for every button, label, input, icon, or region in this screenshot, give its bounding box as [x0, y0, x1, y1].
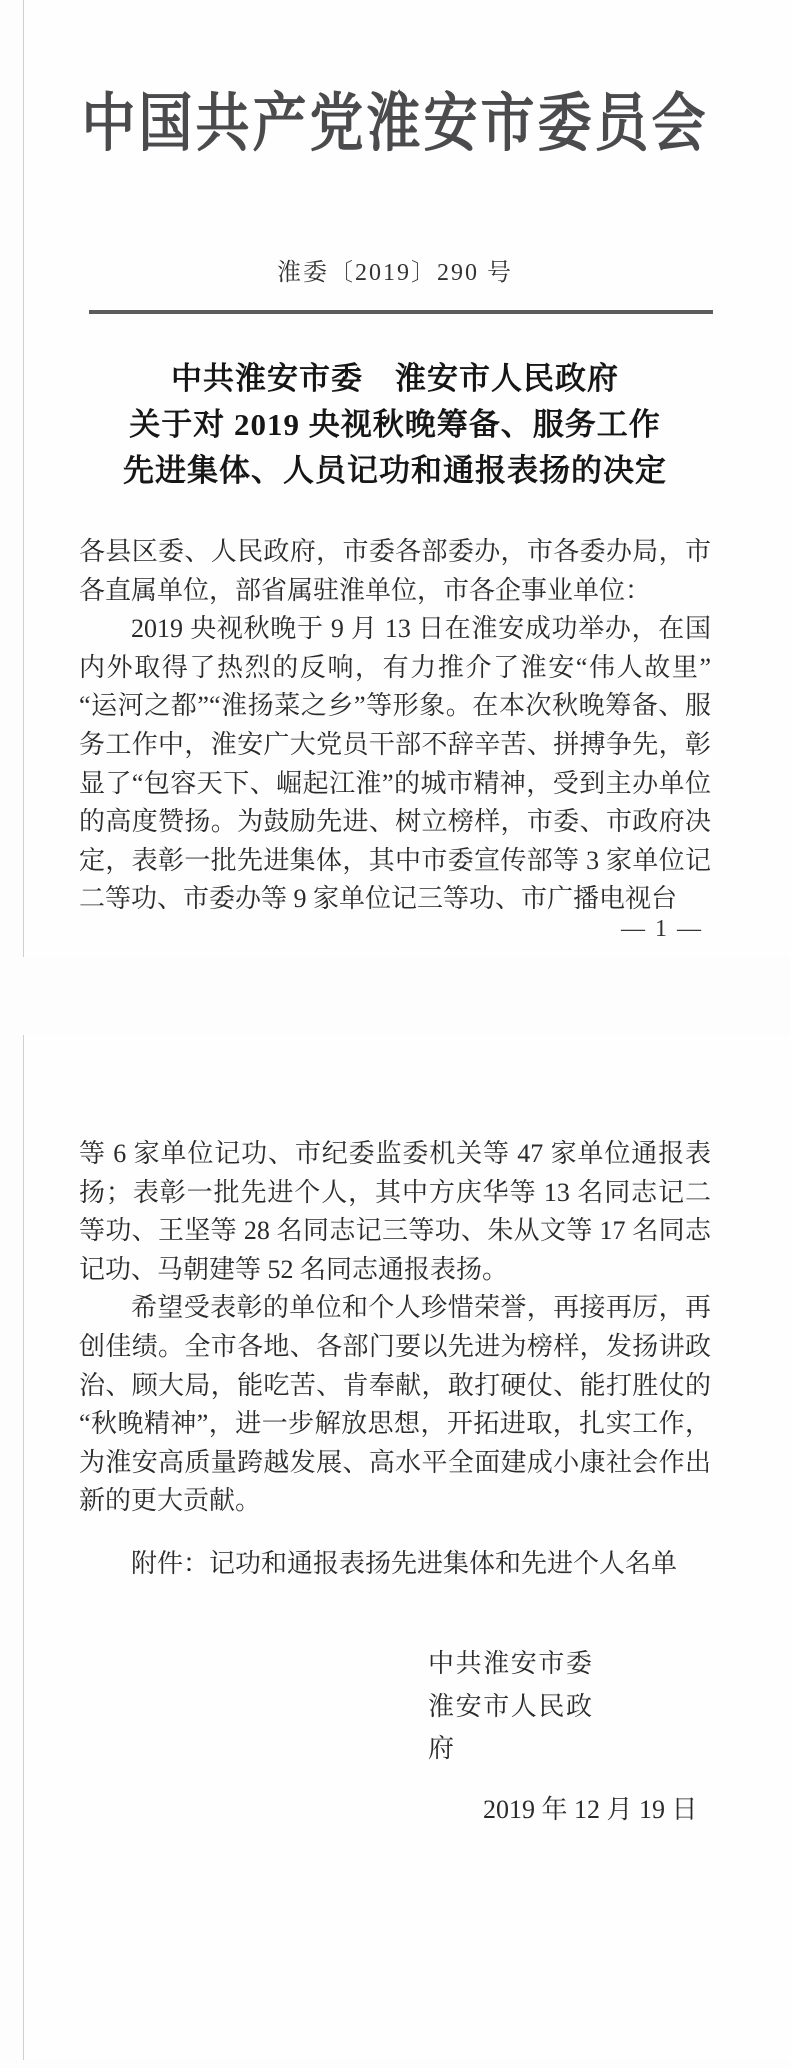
signature-date: 2019 年 12 月 19 日 [483, 1794, 698, 1824]
page-number: — 1 — [621, 916, 703, 942]
signature-party-committee: 中共淮安市委 [428, 1649, 592, 1678]
doc-title-line-3: 先进集体、人员记功和通报表扬的决定 [123, 453, 667, 488]
doc-title-line-2: 关于对 2019 央视秋晚筹备、服务工作 [129, 407, 661, 442]
page-1 [23, 0, 791, 957]
page-2 [23, 1035, 791, 2060]
signature-municipal-government: 淮安市人民政府 [428, 1691, 592, 1763]
signature-block [428, 1643, 698, 1826]
header-separator-line [89, 310, 713, 314]
salutation-line: 各县区委、人民政府，市委各部委办，市各委办局，市各直属单位，部省属驻淮单位，市各企事业单位： [79, 537, 711, 605]
paragraph-1: 2019 央视秋晚于 9 月 13 日在淮安成功举办，在国内外取得了热烈的反响，有力推介了淮安“伟人故里”“运河之都”“淮扬菜之乡”等形象。在本次秋晚筹备、服务工作中，淮安广大党员干部不辞辛苦、拼搏争先，彰显了“包容天下、崛起江淮”的城市精神，受到主办单位的高度赞扬。为鼓励先进、树立榜样，市委、市政府决定，表彰一批先进集体，其中市委宣传部等 3 家单位记二等功、市委办等 9 家单位记三等功、市广播电视台 [79, 614, 711, 914]
body-text-page-2 [79, 1135, 711, 1521]
doc-title [79, 356, 711, 494]
attachment-note: 附件：记功和通报表扬先进集体和先进个人名单 [131, 1549, 678, 1578]
body-text-page-1 [79, 533, 711, 919]
org-header-title: 中国共产党淮安市委员会 [81, 88, 709, 160]
doc-number: 淮委〔2019〕290 号 [277, 260, 513, 286]
paragraph-2: 希望受表彰的单位和个人珍惜荣誉，再接再厉，再创佳绩。全市各地、各部门要以先进为榜样，发扬讲政治、顾大局，能吃苦、肯奉献，敢打硬仗、能打胜仗的“秋晚精神”，进一步解放思想，开拓进取，扎实工作，为淮安高质量跨越发展、高水平全面建成小康社会作出新的更大贡献。 [79, 1293, 711, 1516]
doc-title-line-1: 中共淮安市委 淮安市人民政府 [171, 361, 619, 396]
paragraph-1-continued: 等 6 家单位记功、市纪委监委机关等 47 家单位通报表扬；表彰一批先进个人，其中方庆华等 13 名同志记二等功、王坚等 28 名同志记三等功、朱从文等 17 名同志记功、马朝建等 52 名同志通报表扬。 [79, 1139, 711, 1284]
